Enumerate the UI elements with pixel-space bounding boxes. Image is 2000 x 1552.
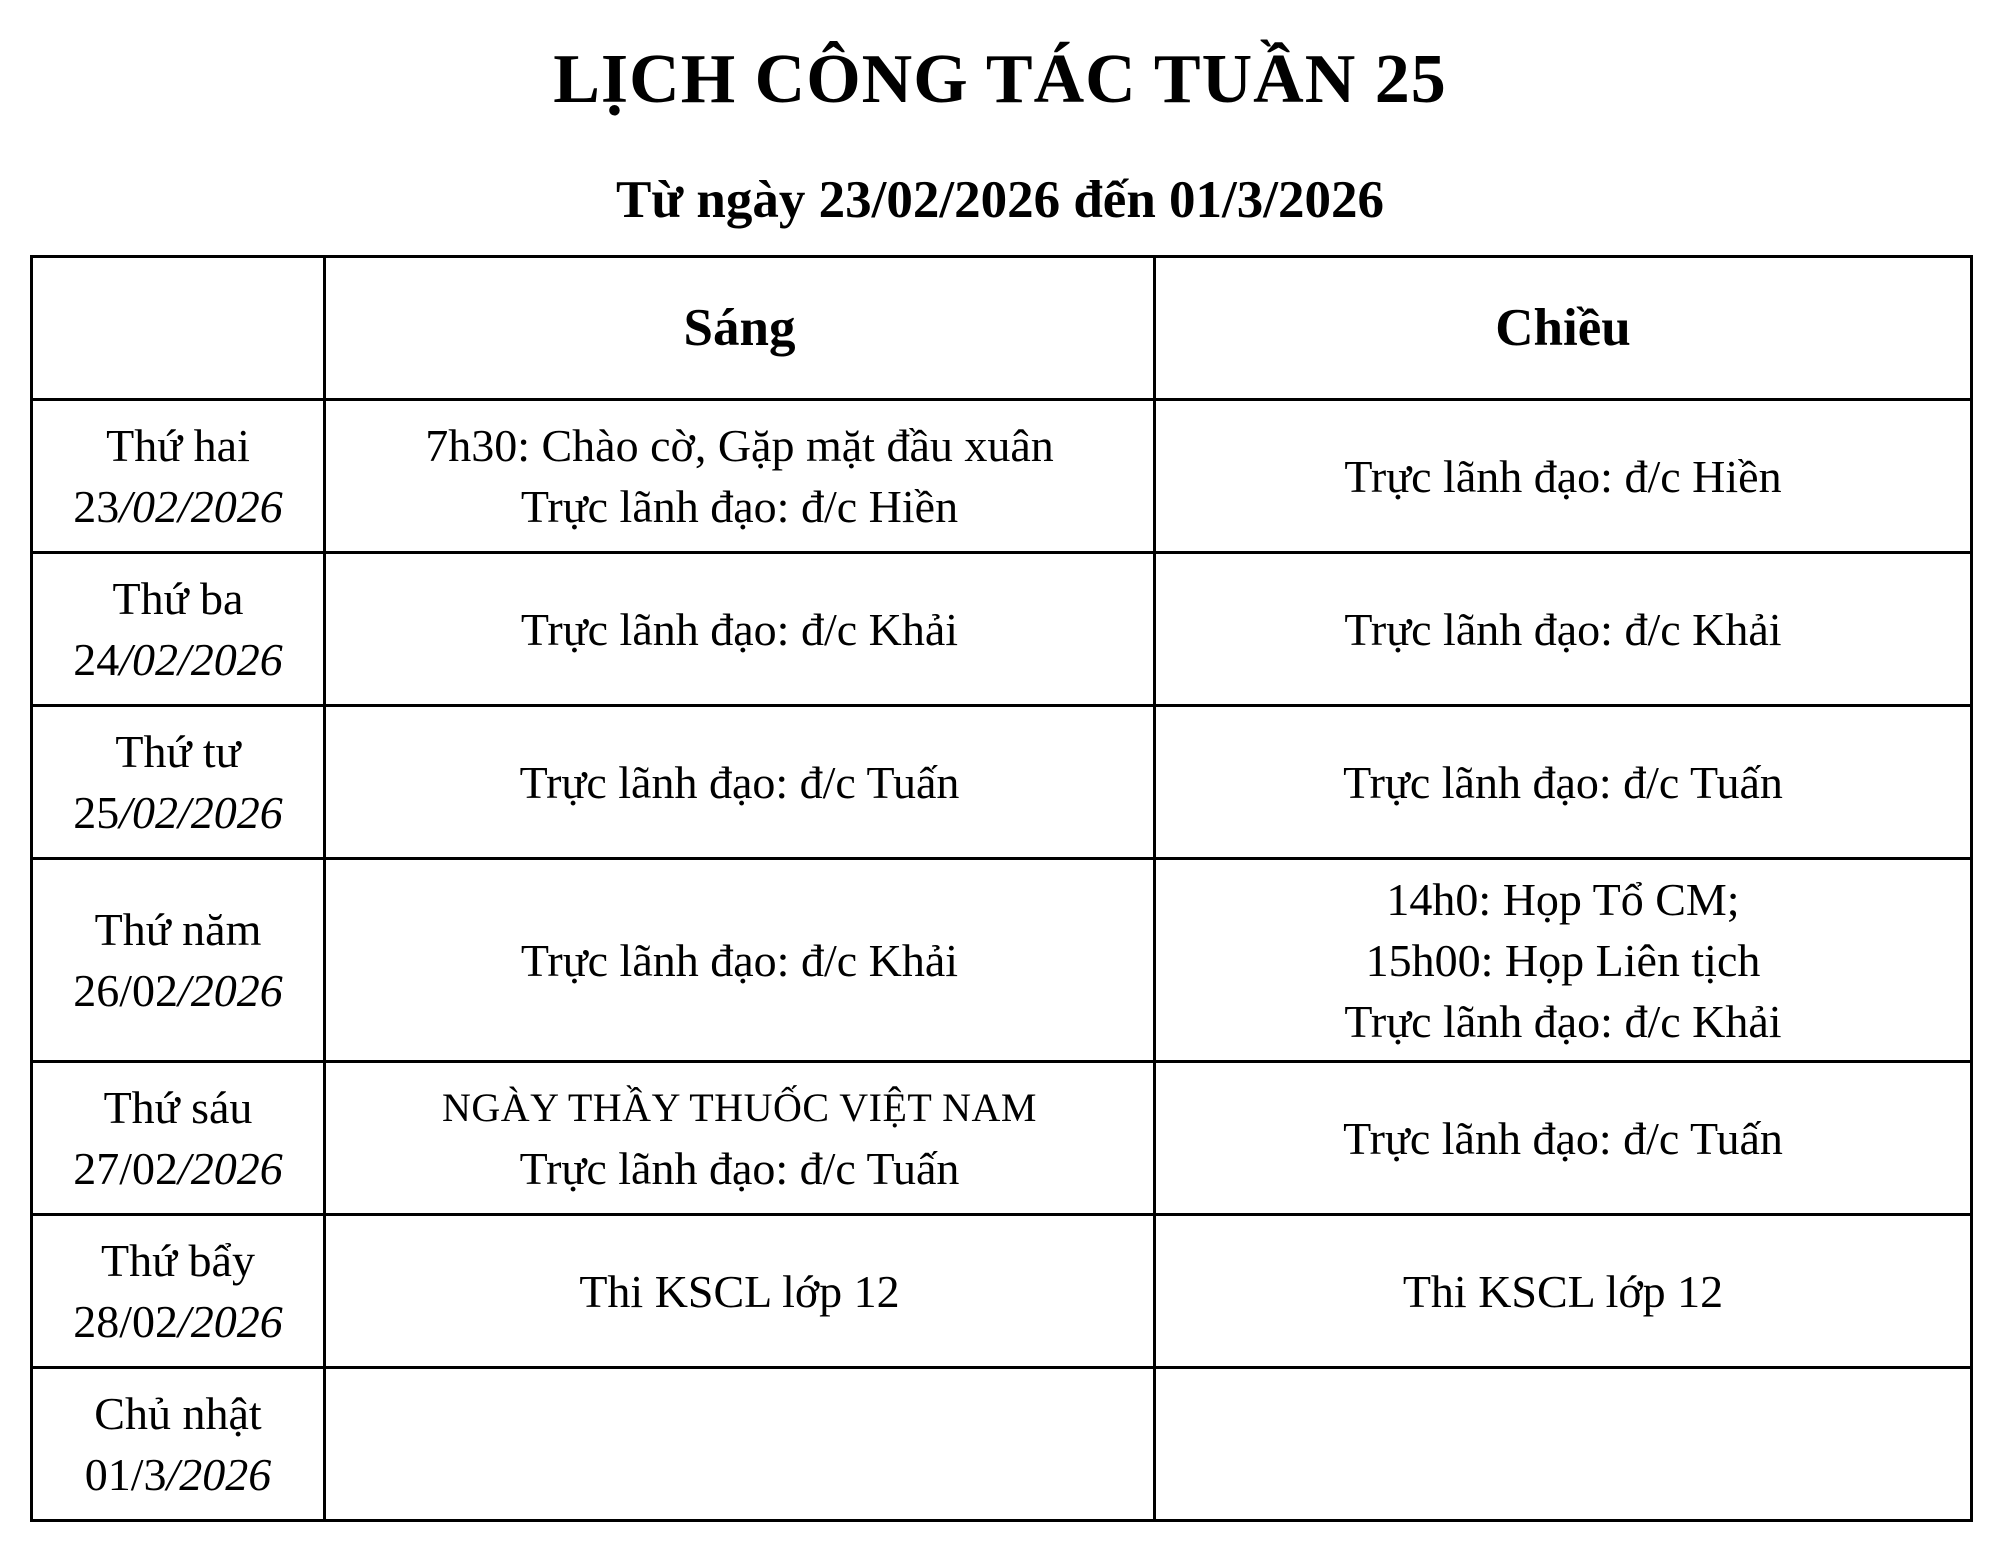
morning-cell [325, 1062, 1155, 1215]
day-date: 01/3/2026 [84, 1449, 272, 1500]
afternoon-cell [1155, 1368, 1972, 1521]
day-name: Thứ tư [115, 726, 241, 777]
table-row [32, 1215, 1972, 1368]
afternoon-line: Trực lãnh đạo: đ/c Tuấn [1343, 1112, 1783, 1164]
day-cell [32, 1062, 325, 1215]
morning-cell [325, 1215, 1155, 1368]
afternoon-line: 15h00: Họp Liên tịch [1365, 934, 1761, 986]
table-row [32, 706, 1972, 859]
day-cell [32, 1368, 325, 1521]
morning-cell [325, 1368, 1155, 1521]
morning-cell [325, 553, 1155, 706]
afternoon-cell [1155, 1215, 1972, 1368]
day-name: Chủ nhật [94, 1388, 262, 1439]
day-name: Thứ năm [94, 904, 262, 955]
day-cell [32, 553, 325, 706]
morning-line: Thi KSCL lớp 12 [579, 1265, 900, 1317]
day-date: 26/02/2026 [73, 965, 283, 1016]
day-cell [32, 1215, 325, 1368]
afternoon-line: Thi KSCL lớp 12 [1402, 1265, 1724, 1317]
header-morning-cell: Sáng [325, 257, 1155, 400]
morning-line: NGÀY THẦY THUỐC VIỆT NAM [442, 1085, 1037, 1130]
table-row [32, 859, 1972, 1062]
day-name: Thứ sáu [103, 1082, 253, 1133]
table-row [32, 400, 1972, 553]
afternoon-cell [1155, 1062, 1972, 1215]
afternoon-cell [1155, 553, 1972, 706]
table-row [32, 1062, 1972, 1215]
day-cell [32, 859, 325, 1062]
day-date: 25/02/2026 [73, 787, 283, 838]
day-cell [32, 400, 325, 553]
morning-cell [325, 400, 1155, 553]
header-row [32, 257, 1972, 400]
table-row [32, 553, 1972, 706]
morning-line: Trực lãnh đạo: đ/c Tuấn [519, 756, 960, 808]
day-date: 24/02/2026 [73, 634, 283, 685]
morning-cell [325, 706, 1155, 859]
morning-line: Trực lãnh đạo: đ/c Khải [520, 603, 959, 655]
day-name: Thứ hai [106, 420, 250, 471]
day-date: 23/02/2026 [73, 481, 283, 532]
morning-cell [325, 859, 1155, 1062]
morning-line: Trực lãnh đạo: đ/c Khải [520, 934, 959, 986]
afternoon-line: Trực lãnh đạo: đ/c Tuấn [1343, 756, 1783, 808]
morning-line: Trực lãnh đạo: đ/c Tuấn [519, 1143, 960, 1194]
header-day-cell [32, 257, 325, 400]
afternoon-line: Trực lãnh đạo: đ/c Khải [1344, 995, 1782, 1047]
afternoon-cell [1155, 706, 1972, 859]
morning-line: 7h30: Chào cờ, Gặp mặt đầu xuân [425, 420, 1054, 471]
page-subtitle: Từ ngày 23/02/2026 đến 01/3/2026 [615, 171, 1384, 229]
afternoon-line: Trực lãnh đạo: đ/c Hiền [1344, 450, 1782, 502]
page-title: LỊCH CÔNG TÁC TUẦN 25 [553, 41, 1447, 118]
schedule-table [30, 255, 1973, 1522]
table-row [32, 1368, 1972, 1521]
day-date: 27/02/2026 [73, 1143, 283, 1194]
afternoon-cell [1155, 400, 1972, 553]
day-name: Thứ bẩy [101, 1235, 255, 1286]
morning-line: Trực lãnh đạo: đ/c Hiền [520, 481, 959, 532]
afternoon-cell [1155, 859, 1972, 1062]
afternoon-line: Trực lãnh đạo: đ/c Khải [1344, 603, 1782, 655]
header-afternoon-cell: Chiều [1155, 257, 1972, 400]
day-cell [32, 706, 325, 859]
day-name: Thứ ba [112, 573, 244, 624]
afternoon-line: 14h0: Họp Tổ CM; [1386, 873, 1740, 925]
day-date: 28/02/2026 [73, 1296, 283, 1347]
